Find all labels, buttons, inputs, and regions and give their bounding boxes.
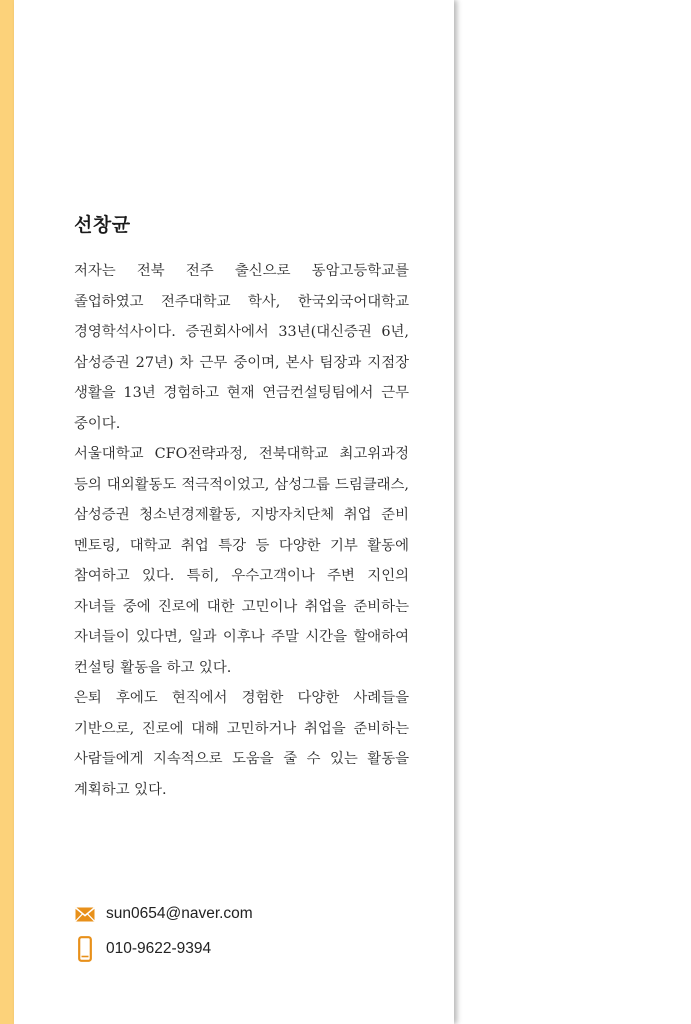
phone-number[interactable]: 010-9622-9394 [106, 940, 212, 957]
contact-email [72, 905, 253, 923]
bio-paragraph-3: 은퇴 후에도 현직에서 경험한 다양한 사례들을 기반으로, 진로에 대해 고민하거나 취업을 준비하는 사람들에게 지속적으로 도움을 줄 수 있는 활동을 계획하고 있다. [74, 690, 409, 798]
author-card [14, 0, 454, 1024]
author-name: 선창균 [74, 214, 131, 236]
author-bio [74, 256, 409, 805]
mobile-phone-icon [72, 936, 98, 962]
accent-strip [0, 0, 14, 1024]
bio-paragraph-1: 저자는 전북 전주 출신으로 동암고등학교를 졸업하였고 전주대학교 학사, 한국외국어대학교 경영학석사이다. 증권회사에서 33년(대신증권 6년, 삼성증권 27년) 차 근무 중이며, 본사 팀장과 지점장 생활을 13년 경험하고 현재 연금컨설팅팀에서 근무 중이다. [74, 263, 409, 432]
envelope-icon [72, 907, 98, 922]
email-address[interactable]: sun0654@naver.com [106, 905, 253, 922]
contact-phone [72, 936, 211, 962]
bio-paragraph-2: 서울대학교 CFO전략과정, 전북대학교 최고위과정 등의 대외활동도 적극적이었고, 삼성그룹 드림클래스, 삼성증권 청소년경제활동, 지방자치단체 취업 준비 멘토링, 대학교 취업 특강 등 다양한 기부 활동에 참여하고 있다. 특히, 우수고객이나 주변 지인의 자녀들 중에 진로에 대한 고민이나 취업을 준비하는 자녀들이 있다면, 일과 이후나 주말 시간을 할애하여 컨설팅 활동을 하고 있다. [74, 446, 409, 676]
